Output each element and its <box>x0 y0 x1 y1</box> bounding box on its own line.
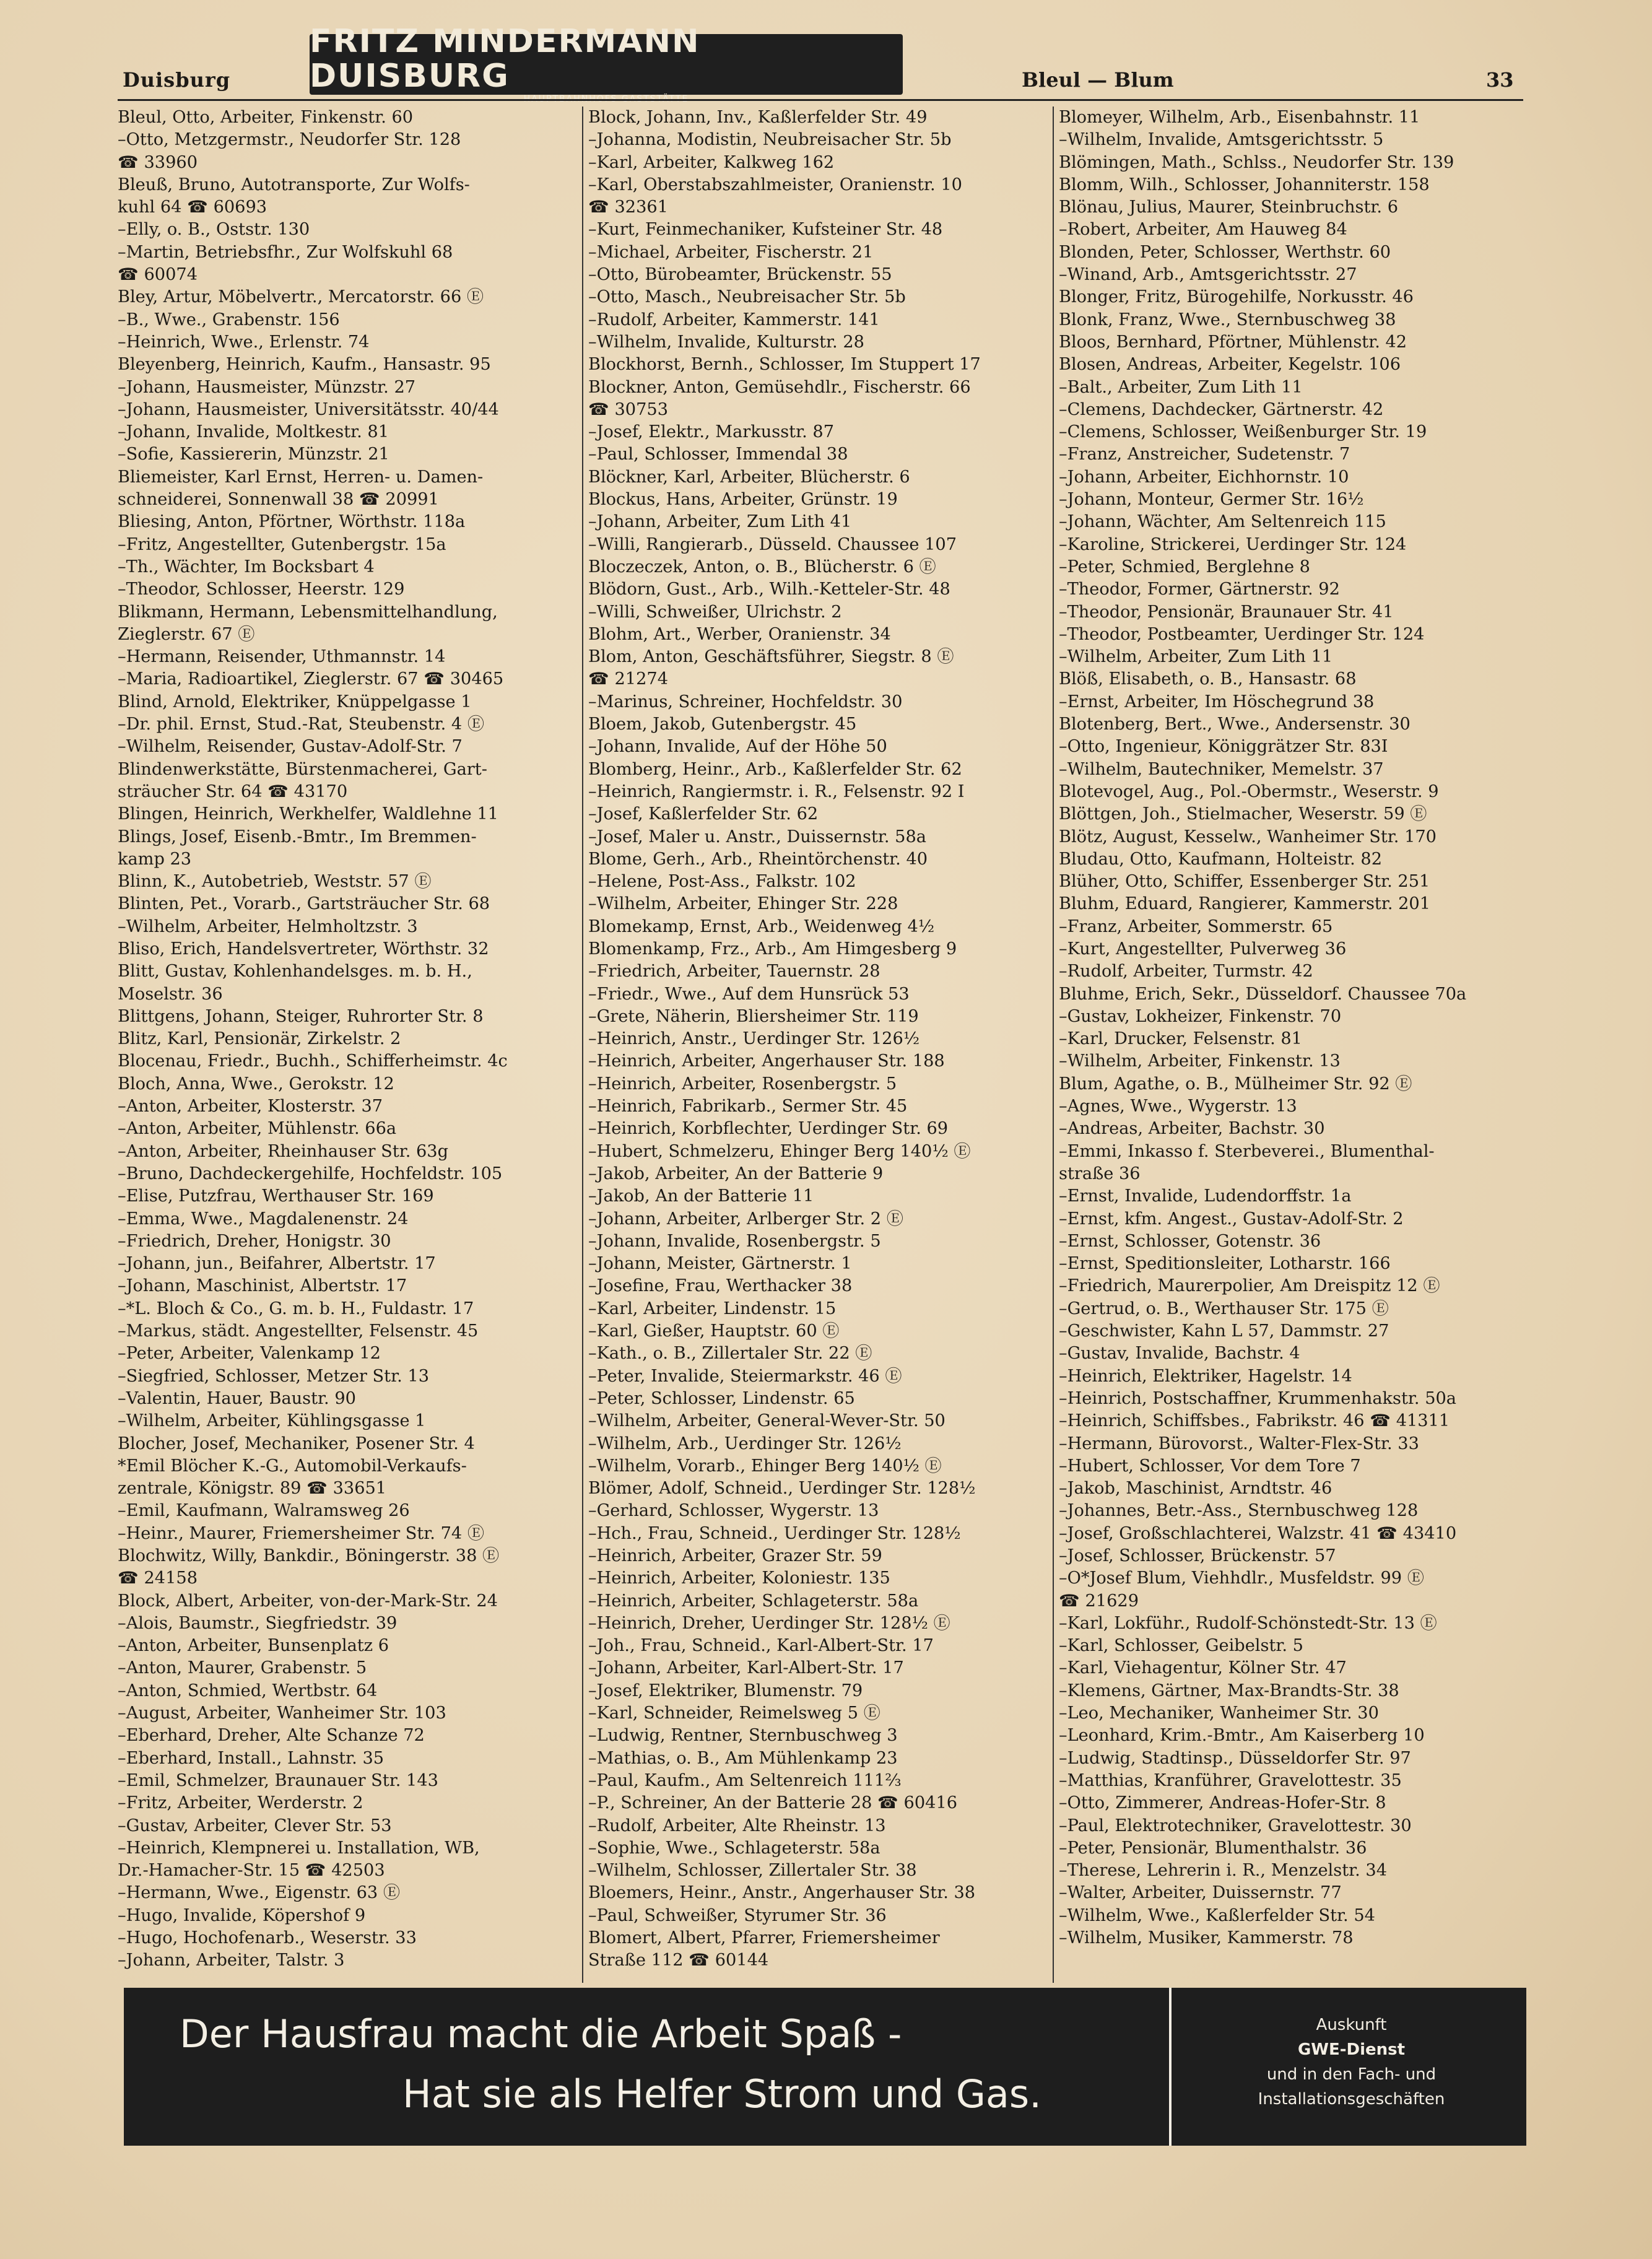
directory-entry: –Rudolf, Arbeiter, Kammerstr. 141 <box>588 310 880 329</box>
directory-entry: Blitt, Gustav, Kohlenhandelsges. m. b. H., <box>118 962 472 982</box>
directory-entry: sträucher Str. 64 ☎ 43170 <box>118 781 348 801</box>
directory-entry: –Klemens, Gärtner, Max-Brandts-Str. 38 <box>1059 1681 1399 1700</box>
directory-entry: Blötz, August, Kesselw., Wanheimer Str. 170 <box>1059 827 1437 847</box>
directory-entry: –Heinrich, Anstr., Uerdinger Str. 126½ <box>588 1029 920 1049</box>
directory-entry: –Hermann, Bürovorst., Walter-Flex-Str. 33 <box>1059 1434 1419 1453</box>
directory-entry: –Karl, Oberstabszahlmeister, Oranienstr. 10 <box>588 175 962 194</box>
directory-entry: –Anton, Arbeiter, Klosterstr. 37 <box>118 1097 383 1116</box>
directory-entry: –Anton, Arbeiter, Mühlenstr. 66a <box>118 1119 397 1139</box>
directory-entry: –Ernst, kfm. Angest., Gustav-Adolf-Str. 2 <box>1059 1209 1404 1229</box>
directory-entry: –Heinrich, Elektriker, Hagelstr. 14 <box>1059 1366 1352 1386</box>
directory-entry: –Emma, Wwe., Magdalenenstr. 24 <box>118 1209 409 1229</box>
directory-entry: –Josefine, Frau, Werthacker 38 <box>588 1276 853 1296</box>
directory-entry: kuhl 64 ☎ 60693 <box>118 198 267 217</box>
directory-entry: –Clemens, Dachdecker, Gärtnerstr. 42 <box>1059 399 1384 419</box>
directory-entry: –Otto, Masch., Neubreisacher Str. 5b <box>588 287 906 307</box>
directory-entry: Blomberg, Heinr., Arb., Kaßlerfelder Str. 62 <box>588 759 962 779</box>
slogan-line-1: Der Hausfrau macht die Arbeit Spaß - <box>180 2011 902 2057</box>
directory-entry: –Hch., Frau, Schneid., Uerdinger Str. 128½ <box>588 1523 961 1543</box>
directory-entry: –Joh., Frau, Schneid., Karl-Albert-Str. 17 <box>588 1636 934 1656</box>
directory-entry: Blöttgen, Joh., Stielmacher, Weserstr. 59 Ⓔ <box>1059 804 1427 824</box>
directory-entry: Blindenwerkstätte, Bürstenmacherei, Gart- <box>118 759 487 779</box>
directory-entry: –Heinrich, Dreher, Uerdinger Str. 128½ Ⓔ <box>588 1613 950 1633</box>
directory-entry: –Heinrich, Arbeiter, Angerhauser Str. 188 <box>588 1051 945 1071</box>
column-2 <box>588 107 1046 1983</box>
directory-entry: –Wilhelm, Invalide, Amtsgerichtsstr. 5 <box>1059 130 1384 150</box>
city-header: Duisburg <box>123 68 231 92</box>
directory-entry: kamp 23 <box>118 849 192 869</box>
footer-advertisement <box>124 1988 1526 2146</box>
directory-entry: Block, Albert, Arbeiter, von-der-Mark-Str. 24 <box>118 1591 498 1611</box>
directory-entry: –Gustav, Lokheizer, Finkenstr. 70 <box>1059 1006 1342 1026</box>
directory-entry: –Ludwig, Rentner, Sternbuschweg 3 <box>588 1726 898 1746</box>
directory-entry: –Eberhard, Dreher, Alte Schanze 72 <box>118 1726 425 1746</box>
directory-entry: –Anton, Arbeiter, Bunsenplatz 6 <box>118 1636 389 1656</box>
directory-entry: Blockus, Hans, Arbeiter, Grünstr. 19 <box>588 490 898 510</box>
directory-entry: –Walter, Arbeiter, Duissernstr. 77 <box>1059 1883 1342 1903</box>
directory-entry: –Hermann, Reisender, Uthmannstr. 14 <box>118 647 446 667</box>
directory-entry: –Heinrich, Arbeiter, Koloniestr. 135 <box>588 1569 890 1588</box>
footer-divider <box>1169 1988 1172 2146</box>
directory-entry: –Valentin, Hauer, Baustr. 90 <box>118 1388 356 1408</box>
directory-entry: Blödorn, Gust., Arb., Wilh.-Ketteler-Str. 48 <box>588 580 950 599</box>
directory-entry: Blikmann, Hermann, Lebensmittelhandlung, <box>118 602 498 622</box>
directory-entry: Blinn, K., Autobetrieb, Weststr. 57 Ⓔ <box>118 872 432 892</box>
directory-entry: –Geschwister, Kahn L 57, Dammstr. 27 <box>1059 1321 1389 1341</box>
directory-entry: –Wilhelm, Arbeiter, Kühlingsgasse 1 <box>118 1411 426 1431</box>
directory-entry: –Johann, Maschinist, Albertstr. 17 <box>118 1276 407 1296</box>
directory-entry: Block, Johann, Inv., Kaßlerfelder Str. 49 <box>588 108 928 127</box>
directory-entry: –Heinr., Maurer, Friemersheimer Str. 74 Ⓔ <box>118 1523 485 1543</box>
directory-entry: Blüher, Otto, Schiffer, Essenberger Str. 251 <box>1059 872 1430 892</box>
directory-entry: –Karl, Schlosser, Geibelstr. 5 <box>1059 1636 1303 1656</box>
directory-entry: –Dr. phil. Ernst, Stud.-Rat, Steubenstr. 4 Ⓔ <box>118 715 485 734</box>
directory-entry: Blosen, Andreas, Arbeiter, Kegelstr. 106 <box>1059 355 1401 375</box>
directory-entry: –Heinrich, Korbflechter, Uerdinger Str. 69 <box>588 1119 949 1139</box>
directory-entry: Blonger, Fritz, Bürogehilfe, Norkusstr. 46 <box>1059 287 1414 307</box>
directory-entry: –Franz, Anstreicher, Sudetenstr. 7 <box>1059 445 1350 464</box>
directory-entry: –Anton, Maurer, Grabenstr. 5 <box>118 1658 367 1678</box>
directory-entry: –Otto, Bürobeamter, Brückenstr. 55 <box>588 265 892 285</box>
directory-entry: –Johann, Arbeiter, Arlberger Str. 2 Ⓔ <box>588 1209 903 1229</box>
directory-entry: –Ernst, Arbeiter, Im Höschegrund 38 <box>1059 692 1375 712</box>
column-divider <box>582 107 583 1983</box>
directory-entry: –August, Arbeiter, Wanheimer Str. 103 <box>118 1704 446 1723</box>
directory-entry: Bloczeczek, Anton, o. B., Blücherstr. 6 Ⓔ <box>588 557 936 577</box>
directory-entry: –Johann, Arbeiter, Eichhornstr. 10 <box>1059 467 1349 487</box>
directory-entry: ☎ 24158 <box>118 1569 198 1588</box>
directory-entry: –Bruno, Dachdeckergehilfe, Hochfeldstr. 105 <box>118 1164 503 1183</box>
directory-entry: –Fritz, Arbeiter, Werderstr. 2 <box>118 1793 363 1813</box>
directory-entry: ☎ 33960 <box>118 152 198 172</box>
directory-entry: –Johann, Meister, Gärtnerstr. 1 <box>588 1254 852 1274</box>
directory-entry: –Josef, Kaßlerfelder Str. 62 <box>588 804 819 824</box>
directory-entry: –Friedr., Wwe., Auf dem Hunsrück 53 <box>588 984 910 1004</box>
directory-entry: –Peter, Arbeiter, Valenkamp 12 <box>118 1344 381 1364</box>
directory-entry: –Paul, Elektrotechniker, Gravelottestr. 30 <box>1059 1816 1412 1835</box>
directory-entry: –Johann, Invalide, Auf der Höhe 50 <box>588 737 887 757</box>
ad-brand: FRITZ MINDERMANN DUISBURG <box>310 23 700 95</box>
header-rule <box>118 99 1523 101</box>
directory-entry: –Hubert, Schlosser, Vor dem Tore 7 <box>1059 1456 1361 1476</box>
directory-entry: –Willi, Rangierarb., Düsseld. Chaussee 107 <box>588 534 957 554</box>
directory-entry: Blom, Anton, Geschäftsführer, Siegstr. 8 Ⓔ <box>588 647 954 667</box>
directory-entry: Bleuß, Bruno, Autotransporte, Zur Wolfs- <box>118 175 470 194</box>
directory-entry: –Heinrich, Fabrikarb., Sermer Str. 45 <box>588 1097 908 1116</box>
directory-entry: –Matthias, Kranführer, Gravelottestr. 35 <box>1059 1770 1402 1790</box>
directory-entry: –Wilhelm, Arbeiter, General-Wever-Str. 50 <box>588 1411 946 1431</box>
directory-entry: –Friedrich, Dreher, Honigstr. 30 <box>118 1231 391 1251</box>
directory-entry: –Johann, Invalide, Moltkestr. 81 <box>118 422 389 442</box>
directory-entry: Blum, Agathe, o. B., Mülheimer Str. 92 Ⓔ <box>1059 1074 1412 1094</box>
directory-entry: –Johann, Arbeiter, Zum Lith 41 <box>588 512 852 532</box>
directory-entry: –Otto, Metzgermstr., Neudorfer Str. 128 <box>118 130 461 150</box>
directory-entry: Bludau, Otto, Kaufmann, Holteistr. 82 <box>1059 849 1383 869</box>
directory-entry: –Friedrich, Maurerpolier, Am Dreispitz 12 Ⓔ <box>1059 1276 1440 1296</box>
directory-entry: –Michael, Arbeiter, Fischerstr. 21 <box>588 242 874 262</box>
directory-entry: –Emmi, Inkasso f. Sterbeverei., Blumenthal- <box>1059 1141 1435 1161</box>
directory-entry: –Rudolf, Arbeiter, Alte Rheinstr. 13 <box>588 1816 886 1835</box>
directory-entry: Bliso, Erich, Handelsvertreter, Wörthstr. 32 <box>118 939 489 959</box>
directory-entry: Blome, Gerh., Arb., Rheintörchenstr. 40 <box>588 849 928 869</box>
directory-entry: ☎ 30753 <box>588 399 668 419</box>
directory-entry: –Otto, Zimmerer, Andreas-Hofer-Str. 8 <box>1059 1793 1386 1813</box>
directory-entry: –Agnes, Wwe., Wygerstr. 13 <box>1059 1097 1297 1116</box>
ad-info <box>1176 1988 1526 2146</box>
slogan-line-2: Hat sie als Helfer Strom und Gas. <box>402 2071 1041 2117</box>
directory-entry: Bliemeister, Karl Ernst, Herren- u. Damen- <box>118 467 484 487</box>
directory-entry: –Robert, Arbeiter, Am Hauweg 84 <box>1059 220 1347 240</box>
directory-entry: –Gerhard, Schlosser, Wygerstr. 13 <box>588 1501 879 1521</box>
directory-entry: –Johann, Wächter, Am Seltenreich 115 <box>1059 512 1386 532</box>
directory-entry: Bliesing, Anton, Pförtner, Wörthstr. 118a <box>118 512 466 532</box>
directory-entry: –Emil, Kaufmann, Walramsweg 26 <box>118 1501 410 1521</box>
directory-entry: –Leonhard, Krim.-Bmtr., Am Kaiserberg 10 <box>1059 1726 1425 1746</box>
directory-entry: Blittgens, Johann, Steiger, Ruhrorter Str. 8 <box>118 1006 484 1026</box>
directory-entry: –Johann, Arbeiter, Karl-Albert-Str. 17 <box>588 1658 904 1678</box>
directory-entry: –Wilhelm, Arbeiter, Zum Lith 11 <box>1059 647 1333 667</box>
directory-entry: zentrale, Königstr. 89 ☎ 33651 <box>118 1479 387 1499</box>
directory-entry: –Gustav, Invalide, Bachstr. 4 <box>1059 1344 1300 1364</box>
directory-entry: –Johann, Monteur, Germer Str. 16½ <box>1059 490 1364 510</box>
directory-entry: –Johanna, Modistin, Neubreisacher Str. 5b <box>588 130 952 150</box>
directory-entry: Blind, Arnold, Elektriker, Knüppelgasse 1 <box>118 692 472 712</box>
directory-entry: –Paul, Kaufm., Am Seltenreich 111⅔ <box>588 1770 902 1790</box>
directory-entry: –Josef, Schlosser, Brückenstr. 57 <box>1059 1546 1336 1565</box>
directory-entry: –Josef, Großschlachterei, Walzstr. 41 ☎ 43410 <box>1059 1523 1457 1543</box>
directory-entry: –Johannes, Betr.-Ass., Sternbuschweg 128 <box>1059 1501 1419 1521</box>
directory-entry: –Wilhelm, Arbeiter, Finkenstr. 13 <box>1059 1051 1341 1071</box>
directory-entry: –Theodor, Former, Gärtnerstr. 92 <box>1059 580 1340 599</box>
directory-entry: Blomekamp, Ernst, Arb., Weidenweg 4½ <box>588 916 935 936</box>
directory-entry: Blonk, Franz, Wwe., Sternbuschweg 38 <box>1059 310 1396 329</box>
directory-entry: –Hubert, Schmelzeru, Ehinger Berg 140½ Ⓔ <box>588 1141 971 1161</box>
directory-entry: Blomert, Albert, Pfarrer, Friemersheimer <box>588 1928 940 1948</box>
directory-entry: –Peter, Schlosser, Lindenstr. 65 <box>588 1388 855 1408</box>
info-line-2: GWE-Dienst <box>1297 2040 1406 2059</box>
directory-entry: Blitz, Karl, Pensionär, Zirkelstr. 2 <box>118 1029 401 1049</box>
directory-entry: *Emil Blöcher K.-G., Automobil-Verkaufs- <box>118 1456 467 1476</box>
directory-entry: Blockhorst, Bernh., Schlosser, Im Stuppert 17 <box>588 355 981 375</box>
directory-entry: Blomeyer, Wilhelm, Arb., Eisenbahnstr. 11 <box>1059 108 1420 127</box>
directory-entry: –Anton, Arbeiter, Rheinhauser Str. 63g <box>118 1141 448 1161</box>
directory-entry: –Josef, Maler u. Anstr., Duissernstr. 58a <box>588 827 926 847</box>
directory-entry: –Johann, Invalide, Rosenbergstr. 5 <box>588 1231 881 1251</box>
directory-entry: –Wilhelm, Bautechniker, Memelstr. 37 <box>1059 759 1384 779</box>
column-3 <box>1059 107 1523 1983</box>
directory-entry: –Heinrich, Postschaffner, Krummenhakstr. 50a <box>1059 1388 1456 1408</box>
directory-entry: –Gustav, Arbeiter, Clever Str. 53 <box>118 1816 392 1835</box>
directory-entry: Blotevogel, Aug., Pol.-Obermstr., Weserstr. 9 <box>1059 781 1439 801</box>
directory-entry: Blings, Josef, Eisenb.-Bmtr., Im Bremmen- <box>118 827 477 847</box>
page-number: 33 <box>1486 68 1514 92</box>
directory-entry: –Heinrich, Arbeiter, Rosenbergstr. 5 <box>588 1074 897 1094</box>
directory-entry: –Clemens, Schlosser, Weißenburger Str. 19 <box>1059 422 1427 442</box>
directory-entry: –Th., Wächter, Im Bocksbart 4 <box>118 557 375 577</box>
directory-entry: –Heinrich, Rangiermstr. i. R., Felsenstr. 92 I <box>588 781 965 801</box>
directory-entry: –Kurt, Angestellter, Pulverweg 36 <box>1059 939 1347 959</box>
directory-entry: Blönau, Julius, Maurer, Steinbruchstr. 6 <box>1059 198 1398 217</box>
directory-entry: –Hermann, Wwe., Eigenstr. 63 Ⓔ <box>118 1883 401 1903</box>
directory-entry: –Wilhelm, Musiker, Kammerstr. 78 <box>1059 1928 1354 1948</box>
directory-entry: –Ernst, Speditionsleiter, Lotharstr. 166 <box>1059 1254 1391 1274</box>
directory-entry: –Wilhelm, Vorarb., Ehinger Berg 140½ Ⓔ <box>588 1456 942 1476</box>
directory-entry: –Karl, Lokführ., Rudolf-Schönstedt-Str. 13 Ⓔ <box>1059 1613 1437 1633</box>
directory-entry: –Peter, Schmied, Berglehne 8 <box>1059 557 1310 577</box>
directory-entry: Dr.-Hamacher-Str. 15 ☎ 42503 <box>118 1861 385 1881</box>
directory-entry: –Peter, Pensionär, Blumenthalstr. 36 <box>1059 1838 1367 1858</box>
directory-entry: –B., Wwe., Grabenstr. 156 <box>118 310 340 329</box>
directory-entry: Bloemers, Heinr., Anstr., Angerhauser Str. 38 <box>588 1883 976 1903</box>
directory-entry: –Hugo, Invalide, Köpershof 9 <box>118 1905 366 1925</box>
directory-entry: –Ludwig, Stadtinsp., Düsseldorfer Str. 97 <box>1059 1748 1411 1768</box>
directory-entry: –Jakob, Maschinist, Arndtstr. 46 <box>1059 1479 1332 1499</box>
directory-entry: –Wilhelm, Arb., Uerdinger Str. 126½ <box>588 1434 902 1453</box>
directory-entry: Blömingen, Math., Schlss., Neudorfer Str. 139 <box>1059 152 1454 172</box>
directory-entry: –Franz, Arbeiter, Sommerstr. 65 <box>1059 916 1333 936</box>
directory-entry: Blingen, Heinrich, Werkhelfer, Waldlehne 11 <box>118 804 498 824</box>
info-line-3: und in den Fach- und <box>1266 2065 1437 2084</box>
info-line-4: Installationsgeschäften <box>1258 2090 1445 2109</box>
directory-entry: –Winand, Arb., Amtsgerichtsstr. 27 <box>1059 265 1357 285</box>
directory-entry: –Heinrich, Arbeiter, Grazer Str. 59 <box>588 1546 882 1565</box>
directory-entry: Blöß, Elisabeth, o. B., Hansastr. 68 <box>1059 669 1357 689</box>
directory-entry: Bloch, Anna, Wwe., Gerokstr. 12 <box>118 1074 394 1094</box>
directory-entry: –Friedrich, Arbeiter, Tauernstr. 28 <box>588 962 880 982</box>
directory-entry: –Theodor, Pensionär, Braunauer Str. 41 <box>1059 602 1394 622</box>
ad-slogan <box>124 1988 1152 2146</box>
directory-entry: Blocenau, Friedr., Buchh., Schifferheimstr. 4c <box>118 1051 508 1071</box>
name-range-header: Bleul — Blum <box>1022 68 1174 92</box>
directory-entry: –Wilhelm, Schlosser, Zillertaler Str. 38 <box>588 1861 917 1881</box>
directory-entry: –Emil, Schmelzer, Braunauer Str. 143 <box>118 1770 438 1790</box>
directory-entry: –Leo, Mechaniker, Wanheimer Str. 30 <box>1059 1704 1379 1723</box>
directory-entry: –Anton, Schmied, Wertbstr. 64 <box>118 1681 378 1700</box>
directory-entry: schneiderei, Sonnenwall 38 ☎ 20991 <box>118 490 439 510</box>
directory-entry: –Heinrich, Arbeiter, Schlageterstr. 58a <box>588 1591 919 1611</box>
directory-entry: –Wilhelm, Wwe., Kaßlerfelder Str. 54 <box>1059 1905 1375 1925</box>
directory-entry: –Helene, Post-Ass., Falkstr. 102 <box>588 872 856 892</box>
directory-entry: –Johann, jun., Beifahrer, Albertstr. 17 <box>118 1254 436 1274</box>
directory-entry: Blohm, Art., Werber, Oranienstr. 34 <box>588 624 891 644</box>
directory-entry: –Ernst, Invalide, Ludendorffstr. 1a <box>1059 1186 1352 1206</box>
directory-entry: –Sophie, Wwe., Schlageterstr. 58a <box>588 1838 880 1858</box>
directory-entry: ☎ 21629 <box>1059 1591 1139 1611</box>
directory-entry: –Mathias, o. B., Am Mühlenkamp 23 <box>588 1748 898 1768</box>
directory-entry: –P., Schreiner, An der Batterie 28 ☎ 60416 <box>588 1793 958 1813</box>
directory-entry: Blinten, Pet., Vorarb., Gartsträucher Str. 68 <box>118 894 490 914</box>
directory-entry: Bleul, Otto, Arbeiter, Finkenstr. 60 <box>118 108 414 127</box>
directory-entry: Moselstr. 36 <box>118 984 223 1004</box>
directory-entry: –Kurt, Feinmechaniker, Kufsteiner Str. 48 <box>588 220 943 240</box>
info-line-1: Auskunft <box>1316 2016 1387 2034</box>
directory-entry: –Grete, Näherin, Bliersheimer Str. 119 <box>588 1006 919 1026</box>
directory-entry: –Marinus, Schreiner, Hochfeldstr. 30 <box>588 692 903 712</box>
directory-entry: –Karl, Arbeiter, Lindenstr. 15 <box>588 1299 837 1318</box>
column-divider <box>1053 107 1054 1983</box>
directory-entry: –Karl, Drucker, Felsenstr. 81 <box>1059 1029 1302 1049</box>
directory-entry: –Alois, Baumstr., Siegfriedstr. 39 <box>118 1613 398 1633</box>
directory-entry: –Karl, Gießer, Hauptstr. 60 Ⓔ <box>588 1321 840 1341</box>
directory-entry: –Elise, Putzfrau, Werthauser Str. 169 <box>118 1186 434 1206</box>
directory-entry: –Johann, Hausmeister, Münzstr. 27 <box>118 377 416 397</box>
directory-entry: –Karl, Arbeiter, Kalkweg 162 <box>588 152 835 172</box>
directory-entry: –Otto, Ingenieur, Königgrätzer Str. 83I <box>1059 737 1388 757</box>
directory-entry: Zieglerstr. 67 Ⓔ <box>118 624 255 644</box>
directory-entry: Bluhm, Eduard, Rangierer, Kammerstr. 201 <box>1059 894 1431 914</box>
directory-entry: –Paul, Schlosser, Immendal 38 <box>588 445 848 464</box>
directory-entry: –Elly, o. B., Oststr. 130 <box>118 220 310 240</box>
directory-entry: –Rudolf, Arbeiter, Turmstr. 42 <box>1059 962 1313 982</box>
column-1 <box>118 107 576 1983</box>
directory-entry: –Andreas, Arbeiter, Bachstr. 30 <box>1059 1119 1325 1139</box>
directory-entry: –Therese, Lehrerin i. R., Menzelstr. 34 <box>1059 1861 1388 1881</box>
directory-entry: –Paul, Schweißer, Styrumer Str. 36 <box>588 1905 887 1925</box>
directory-entry: –Heinrich, Schiffsbes., Fabrikstr. 46 ☎ 41311 <box>1059 1411 1450 1431</box>
directory-entry: Blochwitz, Willy, Bankdir., Böningerstr. 38 Ⓔ <box>118 1546 500 1565</box>
directory-entry: ☎ 60074 <box>118 265 198 285</box>
header-advertisement <box>310 23 903 95</box>
directory-entry: ☎ 32361 <box>588 198 668 217</box>
directory-entry: –Wilhelm, Arbeiter, Helmholtzstr. 3 <box>118 916 418 936</box>
directory-entry: –Wilhelm, Reisender, Gustav-Adolf-Str. 7 <box>118 737 463 757</box>
directory-entry: Bluhme, Erich, Sekr., Düsseldorf. Chaussee 70a <box>1059 984 1467 1004</box>
directory-entry: –Jakob, Arbeiter, An der Batterie 9 <box>588 1164 884 1183</box>
directory-entry: –Josef, Elektriker, Blumenstr. 79 <box>588 1681 863 1700</box>
directory-entry: –Fritz, Angestellter, Gutenbergstr. 15a <box>118 534 446 554</box>
directory-entry: –Eberhard, Install., Lahnstr. 35 <box>118 1748 385 1768</box>
directory-entry: –Markus, städt. Angestellter, Felsenstr. 45 <box>118 1321 479 1341</box>
directory-entry: –Wilhelm, Invalide, Kulturstr. 28 <box>588 332 864 352</box>
directory-entry: –Theodor, Postbeamter, Uerdinger Str. 124 <box>1059 624 1425 644</box>
directory-entry: Blockner, Anton, Gemüsehdlr., Fischerstr. 66 <box>588 377 971 397</box>
directory-entry: –Martin, Betriebsfhr., Zur Wolfskuhl 68 <box>118 242 453 262</box>
directory-entry: Bley, Artur, Möbelvertr., Mercatorstr. 66 Ⓔ <box>118 287 484 307</box>
directory-entry: Blömer, Adolf, Schneid., Uerdinger Str. 128½ <box>588 1479 976 1499</box>
directory-entry: –Siegfried, Schlosser, Metzer Str. 13 <box>118 1366 429 1386</box>
directory-entry: Blomm, Wilh., Schlosser, Johanniterstr. 158 <box>1059 175 1430 194</box>
directory-entry: –Heinrich, Wwe., Erlenstr. 74 <box>118 332 370 352</box>
directory-entry: –Josef, Elektr., Markusstr. 87 <box>588 422 834 442</box>
directory-entry: –Wilhelm, Arbeiter, Ehinger Str. 228 <box>588 894 898 914</box>
directory-entry: –Jakob, An der Batterie 11 <box>588 1186 814 1206</box>
directory-entry: Blöckner, Karl, Arbeiter, Blücherstr. 6 <box>588 467 910 487</box>
directory-entry: Blocher, Josef, Mechaniker, Posener Str. 4 <box>118 1434 475 1453</box>
directory-entry: Bleyenberg, Heinrich, Kaufm., Hansastr. 95 <box>118 355 491 375</box>
directory-entry: –Willi, Schweißer, Ulrichstr. 2 <box>588 602 842 622</box>
directory-entry: Bloem, Jakob, Gutenbergstr. 45 <box>588 715 857 734</box>
directory-entry: –Karoline, Strickerei, Uerdinger Str. 124 <box>1059 534 1407 554</box>
directory-entry: –Gertrud, o. B., Werthauser Str. 175 Ⓔ <box>1059 1299 1389 1318</box>
directory-entry: –Theodor, Schlosser, Heerstr. 129 <box>118 580 405 599</box>
directory-entry: –Johann, Arbeiter, Talstr. 3 <box>118 1951 345 1970</box>
directory-entry: Blotenberg, Bert., Wwe., Andersenstr. 30 <box>1059 715 1411 734</box>
directory-entry: –Johann, Hausmeister, Universitätsstr. 40/44 <box>118 399 499 419</box>
directory-entry: ☎ 21274 <box>588 669 668 689</box>
directory-entry: Blonden, Peter, Schlosser, Werthstr. 60 <box>1059 242 1391 262</box>
directory-entry: Blomenkamp, Frz., Arb., Am Himgesberg 9 <box>588 939 957 959</box>
directory-entry: –Sofie, Kassiererin, Münzstr. 21 <box>118 445 389 464</box>
directory-entry: –Maria, Radioartikel, Zieglerstr. 67 ☎ 30465 <box>118 669 504 689</box>
directory-entry: Straße 112 ☎ 60144 <box>588 1951 769 1970</box>
directory-entry: –Kath., o. B., Zillertaler Str. 22 Ⓔ <box>588 1344 872 1364</box>
directory-entry: Bloos, Bernhard, Pförtner, Mühlenstr. 42 <box>1059 332 1407 352</box>
directory-entry: –Karl, Schneider, Reimelsweg 5 Ⓔ <box>588 1704 880 1723</box>
directory-entry: straße 36 <box>1059 1164 1141 1183</box>
directory-entry: –O*Josef Blum, Viehhdlr., Musfeldstr. 99 Ⓔ <box>1059 1569 1424 1588</box>
directory-entry: –Karl, Viehagentur, Kölner Str. 47 <box>1059 1658 1347 1678</box>
directory-entry: –Peter, Invalide, Steiermarkstr. 46 Ⓔ <box>588 1366 902 1386</box>
directory-entry: –*L. Bloch & Co., G. m. b. H., Fuldastr. 17 <box>118 1299 474 1318</box>
directory-entry: –Heinrich, Klempnerei u. Installation, WB, <box>118 1838 480 1858</box>
directory-entry: –Hugo, Hochofenarb., Weserstr. 33 <box>118 1928 417 1948</box>
directory-entry: –Ernst, Schlosser, Gotenstr. 36 <box>1059 1231 1321 1251</box>
directory-entry: –Balt., Arbeiter, Zum Lith 11 <box>1059 377 1303 397</box>
